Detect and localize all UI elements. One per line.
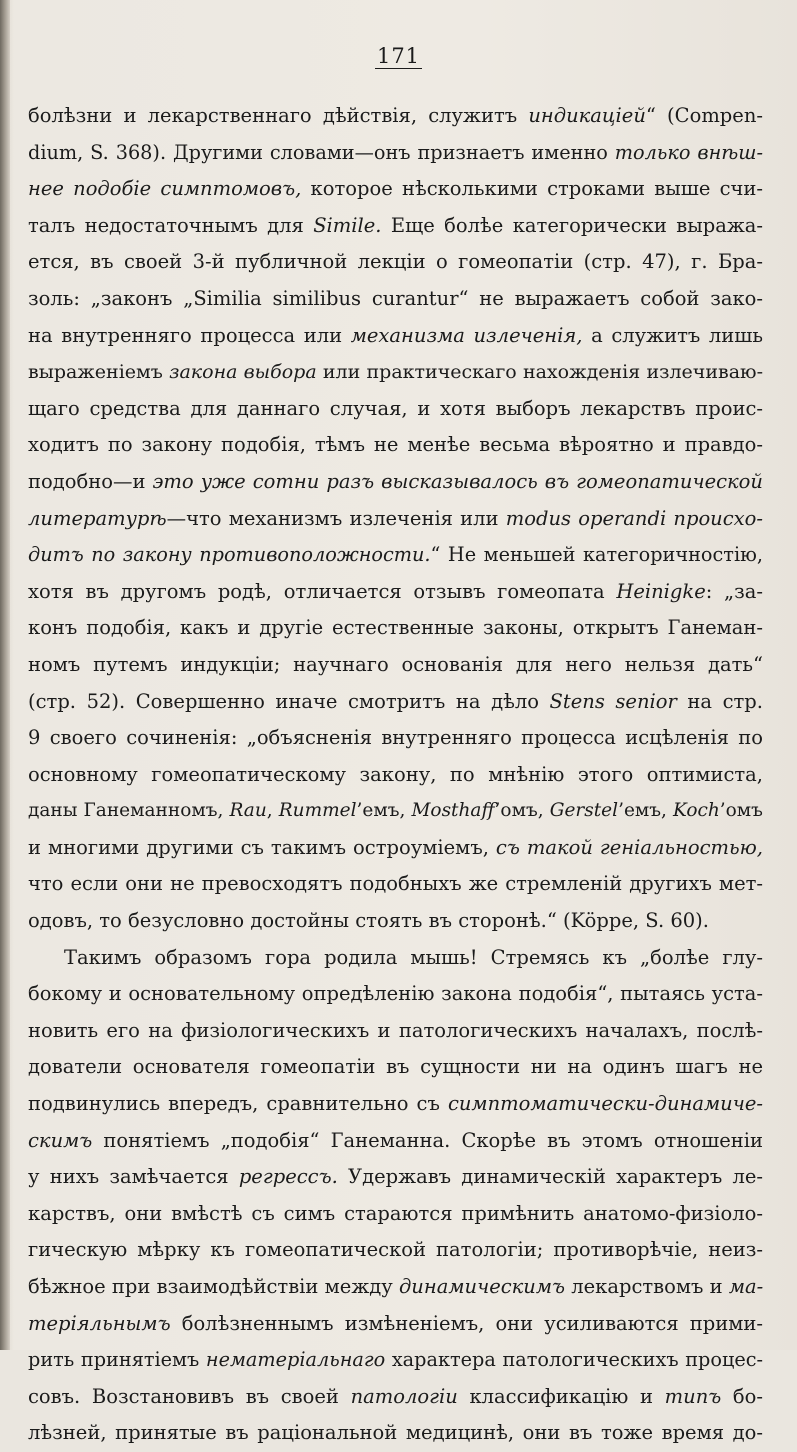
text-segment: бокому и основательному опредѣленію закона подобія“, пытаясь уста- <box>28 982 763 1006</box>
text-line <box>28 464 763 501</box>
text-line <box>28 903 763 940</box>
text-segment: карствъ, они вмѣстѣ съ симъ стараются примѣнить анатомо-физіоло- <box>28 1201 763 1225</box>
text-line <box>28 940 763 977</box>
text-segment: щаго средства для даннаго случая, и хотя выборъ лекарствъ проис- <box>28 396 763 420</box>
text-segment: Еще болѣе категорически выража- <box>381 213 763 237</box>
italic-text-segment: ма- <box>728 1275 764 1298</box>
text-line <box>28 757 763 794</box>
italic-text-segment: Rau <box>229 800 267 822</box>
text-segment: что если они не превосходятъ подобныхъ же стремленій другихъ мет- <box>28 872 763 896</box>
text-line <box>28 1049 763 1086</box>
page-number-text: 171 <box>376 44 421 68</box>
text-line <box>28 610 763 647</box>
text-segment: и многими другими съ такимъ остроуміемъ, <box>28 835 496 859</box>
page-binding-edge <box>0 0 10 1350</box>
text-segment: дователи основателя гомеопатіи въ сущности ни на одинъ шагъ не <box>28 1055 763 1079</box>
text-line <box>28 793 763 830</box>
text-segment: ’емъ, <box>618 800 674 822</box>
text-segment: подобно—и <box>28 469 153 493</box>
italic-text-segment: симптоматически-динамиче- <box>447 1092 763 1116</box>
text-segment: Такимъ образомъ гора родила мышь! Стремясь къ „болѣе глу- <box>64 945 763 969</box>
italic-text-segment: Gerstel <box>549 800 619 822</box>
italic-text-segment: типъ <box>664 1384 722 1408</box>
text-segment: болѣзни и лекарственнаго дѣйствія, служитъ <box>28 104 529 127</box>
text-segment: dium, S. 368). Другими словами—онъ признаетъ именно <box>28 140 615 164</box>
italic-text-segment: нее подобіе симптомовъ, <box>28 177 302 201</box>
text-line <box>28 720 763 757</box>
text-segment: основному гомеопатическому закону, по мнѣнію этого оптимиста, <box>28 762 763 786</box>
italic-text-segment: литературѣ <box>28 506 167 530</box>
italic-text-segment: дитъ по закону противоположности. <box>28 543 431 567</box>
text-line <box>28 830 763 867</box>
text-segment: хотя въ другомъ родѣ, отличается отзывъ гомеопата <box>28 579 617 603</box>
text-segment: конъ подобія, какъ и другіе естественные законы, открытъ Ганеман- <box>28 616 763 640</box>
text-line <box>28 1196 763 1233</box>
text-segment: ’омъ <box>719 800 763 822</box>
text-segment: подвинулись впередъ, сравнительно съ <box>28 1092 448 1116</box>
text-segment: Удержавъ динамическій характеръ ле- <box>337 1165 763 1189</box>
text-line <box>28 976 763 1013</box>
text-line <box>28 427 763 464</box>
text-line <box>28 208 763 245</box>
text-segment: болѣзненнымъ измѣненіемъ, они усиливаются прими- <box>170 1311 763 1335</box>
text-segment: новить его на физіологическихъ и патологическихъ началахъ, послѣ- <box>28 1018 763 1042</box>
italic-text-segment: Mosthaff <box>411 800 495 822</box>
text-segment: классификацію и <box>457 1384 665 1408</box>
italic-text-segment: Stens senior <box>549 689 677 713</box>
text-line <box>28 1159 763 1196</box>
text-segment: номъ путемъ индукціи; научнаго основанія для него нельзя дать“ <box>28 652 763 676</box>
text-segment: бо- <box>721 1384 763 1408</box>
text-line <box>28 1415 763 1452</box>
text-line <box>28 1306 763 1343</box>
italic-text-segment: Koch <box>673 800 720 822</box>
text-segment: а служитъ лишь <box>582 323 764 347</box>
italic-text-segment: закона выбора <box>169 361 317 384</box>
text-segment: лѣзней, принятые въ раціональной медицинѣ, они въ тоже время до- <box>28 1421 763 1445</box>
text-segment: 9 своего сочиненія: „объясненія внутренняго процесса исцѣленія по <box>28 726 763 750</box>
text-segment: ходитъ по закону подобія, тѣмъ не менѣе весьма вѣроятно и правдо- <box>28 433 763 457</box>
text-segment: рить принятіемъ <box>28 1348 206 1372</box>
italic-text-segment: съ такой геніальностью, <box>495 835 763 859</box>
text-line <box>28 1232 763 1269</box>
text-line <box>28 391 763 428</box>
text-line <box>28 684 763 721</box>
text-segment: или практическаго нахожденія излечиваю- <box>316 361 763 384</box>
italic-text-segment: нематеріальнаго <box>205 1348 386 1372</box>
text-line <box>28 1086 763 1123</box>
text-segment: на внутренняго процесса или <box>28 323 351 347</box>
text-segment: у нихъ замѣчается <box>28 1165 239 1189</box>
text-line <box>28 866 763 903</box>
text-segment: одовъ, то безусловно достойны стоять въ сторонѣ.“ (Köppe, S. 60). <box>28 909 709 933</box>
text-segment: талъ недостаточнымъ для <box>28 213 314 237</box>
text-segment: даны Ганеманномъ, <box>28 800 230 822</box>
text-segment: —что механизмъ излеченія или <box>166 506 506 530</box>
text-segment: гическую мѣрку къ гомеопатической патологіи; противорѣчіе, неиз- <box>28 1238 763 1262</box>
text-line <box>28 1013 763 1050</box>
italic-text-segment: регрессъ. <box>238 1165 338 1189</box>
text-line <box>28 574 763 611</box>
italic-text-segment: механизма излеченія, <box>350 323 583 347</box>
italic-text-segment: только внѣш- <box>614 140 763 164</box>
text-segment: золь: „законъ „Similia similibus curantur“ не выражаетъ собой зако- <box>28 286 763 310</box>
text-segment: совъ. Возстановивъ въ своей <box>28 1384 351 1408</box>
text-line <box>28 98 763 135</box>
text-line <box>28 281 763 318</box>
text-segment: “ (Compen- <box>645 104 763 127</box>
text-segment: бѣжное при взаимодѣйствіи между <box>28 1275 399 1298</box>
italic-text-segment: патологіи <box>350 1384 458 1408</box>
italic-text-segment: Rummel <box>278 800 357 822</box>
text-segment: лекарствомъ и <box>565 1275 729 1298</box>
text-segment: , <box>266 800 279 822</box>
italic-text-segment: Simile. <box>313 213 382 237</box>
text-segment: “ Не меньшей категоричностію, <box>430 543 763 567</box>
text-line <box>28 1269 763 1306</box>
italic-text-segment: modus operandi происхо- <box>505 506 763 530</box>
text-segment: которое нѣсколькими строками выше счи- <box>301 177 763 201</box>
text-line <box>28 647 763 684</box>
text-segment: (стр. 52). Совершенно иначе смотритъ на дѣло <box>28 689 550 713</box>
text-line <box>28 354 763 391</box>
text-line <box>28 244 763 281</box>
text-line <box>28 501 763 538</box>
text-segment: : „за- <box>705 579 763 603</box>
italic-text-segment: индикаціей <box>528 104 646 127</box>
text-segment: выраженіемъ <box>28 361 170 384</box>
page-number <box>0 44 797 68</box>
text-line <box>28 135 763 172</box>
text-line <box>28 1342 763 1379</box>
text-segment: ’омъ, <box>494 800 550 822</box>
italic-text-segment: скимъ <box>28 1128 93 1152</box>
body-text <box>28 98 763 1452</box>
text-segment: ’емъ, <box>356 800 412 822</box>
text-line <box>28 1379 763 1416</box>
text-segment: ется, въ своей 3-й публичной лекціи о гомеопатіи (стр. 47), г. Бра- <box>28 250 763 274</box>
text-line <box>28 171 763 208</box>
italic-text-segment: Heinigke <box>616 579 706 603</box>
text-segment: характера патологическихъ процес- <box>385 1348 763 1372</box>
italic-text-segment: теріяльнымъ <box>28 1311 171 1335</box>
italic-text-segment: это уже сотни разъ высказывалось въ гомеопатической <box>152 469 763 493</box>
text-line <box>28 537 763 574</box>
italic-text-segment: динамическимъ <box>398 1275 566 1298</box>
text-segment: на стр. <box>676 689 763 713</box>
text-segment: понятіемъ „подобія“ Ганеманна. Скорѣе въ этомъ отношеніи <box>92 1128 763 1152</box>
text-line <box>28 1123 763 1160</box>
text-line <box>28 318 763 355</box>
